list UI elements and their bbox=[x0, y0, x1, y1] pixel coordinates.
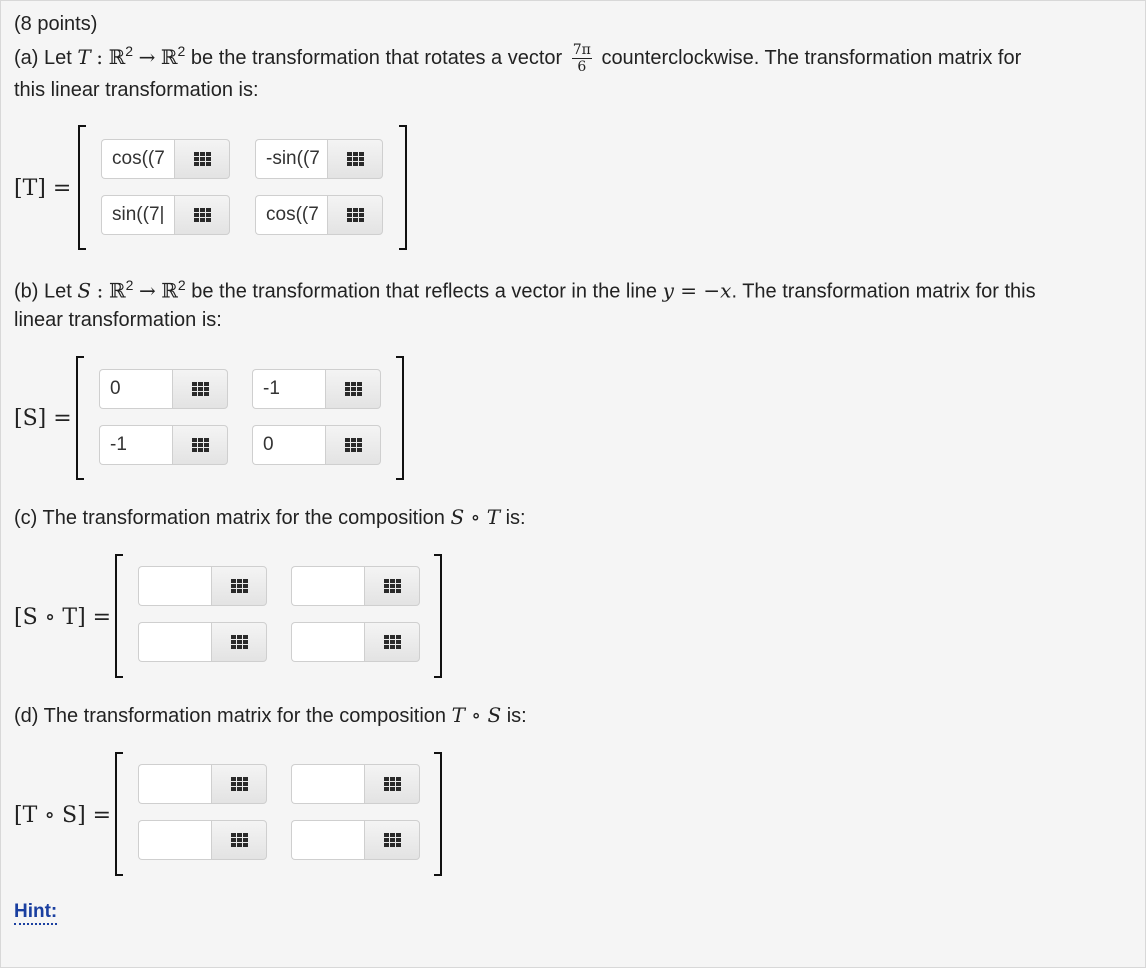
matrix-st-input-21[interactable] bbox=[138, 622, 211, 662]
right-bracket bbox=[396, 356, 404, 480]
matrix-ts-input-11[interactable] bbox=[138, 764, 211, 804]
keypad-grid-icon[interactable] bbox=[364, 764, 420, 804]
matrix-t-label: [T] = bbox=[14, 176, 72, 201]
right-bracket bbox=[434, 554, 442, 678]
angle-fraction: $\frac{7\pi}{6}$ bbox=[572, 42, 591, 75]
matrix-ts-input-21[interactable] bbox=[138, 820, 211, 860]
left-bracket bbox=[115, 752, 123, 876]
keypad-grid-icon[interactable] bbox=[172, 425, 228, 465]
part-d-statement: (d) The transformation matrix for the composition T ∘ S is: bbox=[14, 703, 527, 727]
matrix-t-input-22[interactable]: cos((7 bbox=[255, 195, 327, 235]
keypad-grid-icon[interactable] bbox=[364, 622, 420, 662]
matrix-t-input-11[interactable]: cos((7 bbox=[101, 139, 174, 179]
keypad-grid-icon[interactable] bbox=[211, 622, 267, 662]
keypad-grid-icon[interactable] bbox=[174, 139, 230, 179]
matrix-s-input-11[interactable]: 0 bbox=[99, 369, 172, 409]
left-bracket bbox=[78, 125, 86, 250]
part-a-line2: this linear transformation is: bbox=[14, 79, 259, 101]
part-a-statement: (a) Let T : ℝ$^2$ → ℝ$^2$ be the transformation that rotates a vector $\frac{7\pi}{6}$ counterclockwise. The transformation matrix for bbox=[14, 42, 1022, 75]
hint-link[interactable]: Hint: bbox=[14, 902, 57, 925]
keypad-grid-icon[interactable] bbox=[211, 764, 267, 804]
keypad-grid-icon[interactable] bbox=[172, 369, 228, 409]
matrix-st-input-11[interactable] bbox=[138, 566, 211, 606]
matrix-t-input-12[interactable]: -sin((7 bbox=[255, 139, 327, 179]
keypad-grid-icon[interactable] bbox=[325, 425, 381, 465]
left-bracket bbox=[76, 356, 84, 480]
matrix-s-label: [S] = bbox=[14, 406, 72, 431]
points-label: (8 points) bbox=[14, 13, 98, 35]
right-bracket bbox=[434, 752, 442, 876]
keypad-grid-icon[interactable] bbox=[364, 820, 420, 860]
left-bracket bbox=[115, 554, 123, 678]
matrix-t-input-21[interactable]: sin((7| bbox=[101, 195, 174, 235]
keypad-grid-icon[interactable] bbox=[325, 369, 381, 409]
keypad-grid-icon[interactable] bbox=[327, 139, 383, 179]
keypad-grid-icon[interactable] bbox=[211, 820, 267, 860]
keypad-grid-icon[interactable] bbox=[364, 566, 420, 606]
matrix-st-input-12[interactable] bbox=[291, 566, 364, 606]
part-b-statement: (b) Let S : ℝ$^2$ → ℝ$^2$ be the transformation that reflects a vector in the line y = −x. The transformation matrix for this bbox=[14, 277, 1036, 303]
matrix-st-label: [S ∘ T] = bbox=[14, 605, 112, 630]
matrix-ts-label: [T ∘ S] = bbox=[14, 803, 112, 828]
keypad-grid-icon[interactable] bbox=[327, 195, 383, 235]
matrix-s-input-21[interactable]: -1 bbox=[99, 425, 172, 465]
part-c-statement: (c) The transformation matrix for the composition S ∘ T is: bbox=[14, 505, 526, 529]
keypad-grid-icon[interactable] bbox=[174, 195, 230, 235]
part-b-line2: linear transformation is: bbox=[14, 309, 222, 331]
matrix-s-input-12[interactable]: -1 bbox=[252, 369, 325, 409]
matrix-st-input-22[interactable] bbox=[291, 622, 364, 662]
matrix-s-input-22[interactable]: 0 bbox=[252, 425, 325, 465]
keypad-grid-icon[interactable] bbox=[211, 566, 267, 606]
matrix-ts-input-12[interactable] bbox=[291, 764, 364, 804]
right-bracket bbox=[399, 125, 407, 250]
matrix-ts-input-22[interactable] bbox=[291, 820, 364, 860]
